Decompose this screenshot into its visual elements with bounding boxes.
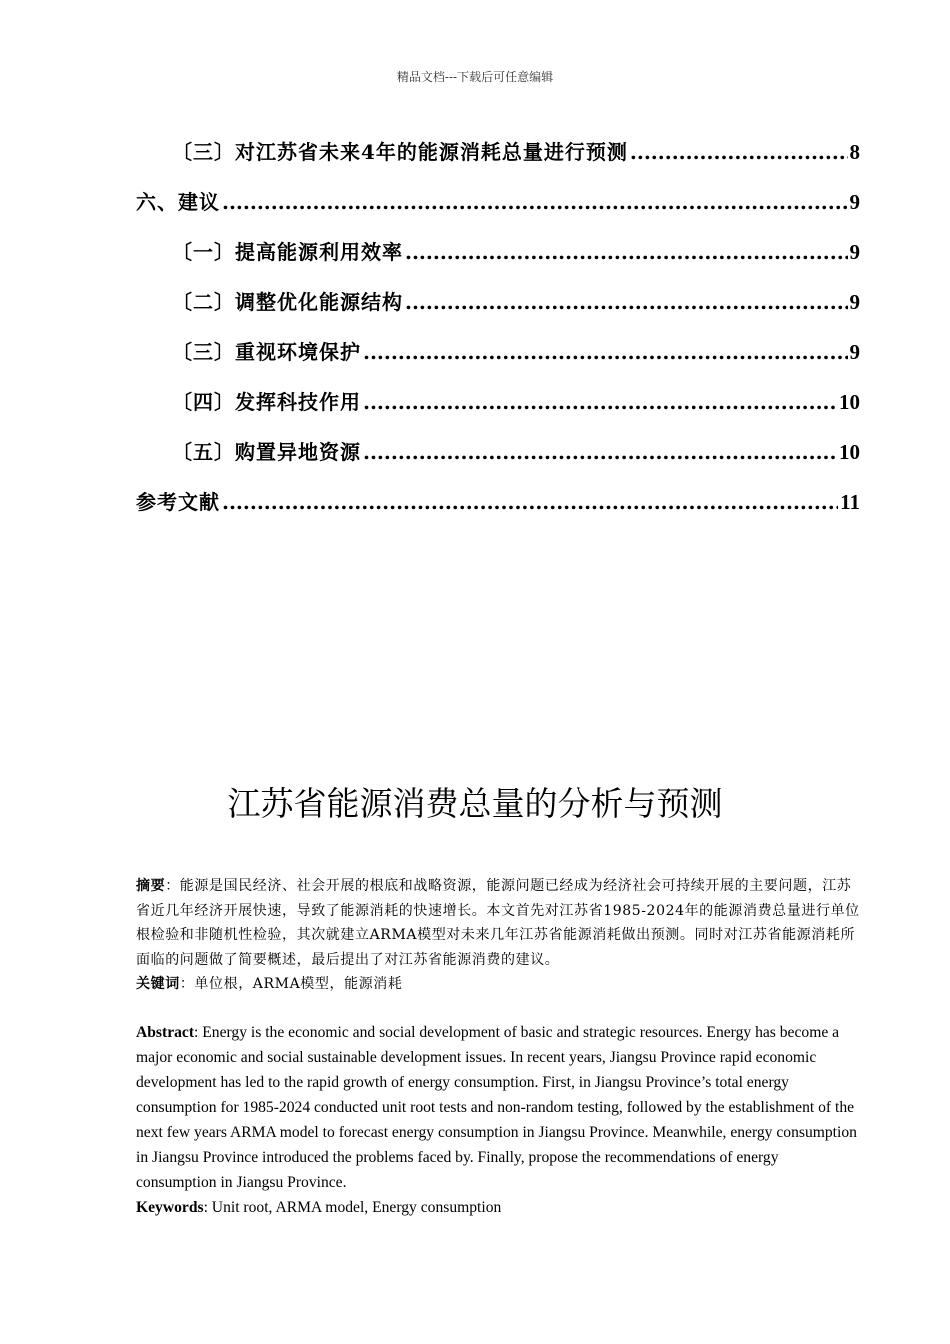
toc-entry[interactable] — [136, 286, 860, 336]
toc-entry-label: 〔五〕购置异地资源 — [172, 440, 361, 464]
toc-entry[interactable] — [136, 436, 860, 486]
toc-page-number: 11 — [840, 490, 860, 514]
toc-entry-label: 六、建议 — [136, 190, 220, 214]
toc-entry-label: 〔三〕重视环境保护 — [172, 340, 361, 364]
chinese-keywords — [136, 972, 860, 997]
toc-leader-dots — [363, 390, 837, 414]
toc-entry[interactable] — [136, 486, 860, 536]
toc-leader-dots — [222, 490, 838, 514]
paper-title: 江苏省能源消费总量的分析与预测 — [227, 784, 723, 823]
chinese-abstract-label: 摘要 — [136, 878, 166, 894]
english-keywords — [136, 1195, 860, 1220]
toc-leader-dots — [363, 340, 848, 364]
toc-page-number: 9 — [849, 190, 860, 214]
english-abstract-text: : Energy is the economic and social development of basic and strategic resources. Energy has become a major economic and social sustainable development issues. In recent years, Jiangsu Province rapid economic development has led to the rapid growth of energy consumption. First, in Jiangsu Province’s total energy consumption for 1985-2024 conducted unit root tests and non-random testing, followed by the establishment of the next few years ARMA model to forecast energy consumption in Jiangsu Province. Meanwhile, energy consumption in Jiangsu Province introduced the problems faced by. Finally, propose the recommendations of energy consumption in Jiangsu Province. — [136, 1024, 857, 1191]
chinese-keywords-text: ：单位根，ARMA模型，能源消耗 — [179, 976, 403, 992]
chinese-abstract-text: ：能源是国民经济、社会开展的根底和战略资源，能源问题已经成为经济社会可持续开展的主要问题，江苏省近几年经济开展快速，导致了能源消耗的快速增长。本文首先对江苏省1985-2024年的能源消费总量进行单位根检验和非随机性检验，其次就建立ARMA模型对未来几年江苏省能源消耗做出预测。同时对江苏省能源消耗所面临的问题做了简要概述，最后提出了对江苏省能源消费的建议。 — [136, 878, 860, 968]
table-of-contents — [136, 136, 860, 536]
toc-leader-dots — [222, 190, 848, 214]
english-abstract — [136, 1020, 860, 1220]
toc-leader-dots — [405, 240, 848, 264]
toc-entry-label: 〔四〕发挥科技作用 — [172, 390, 361, 414]
toc-page-number: 8 — [849, 140, 860, 164]
toc-entry-label: 〔二〕调整优化能源结构 — [172, 290, 403, 314]
header-note: 精品文档---下载后可任意编辑 — [396, 70, 554, 84]
toc-page-number: 9 — [849, 340, 860, 364]
english-abstract-label: Abstract — [136, 1024, 195, 1041]
toc-entry[interactable] — [136, 236, 860, 286]
english-abstract-paragraph — [136, 1020, 860, 1195]
toc-entry-label: 参考文献 — [136, 490, 220, 514]
chinese-abstract-paragraph — [136, 874, 860, 972]
toc-entry-label: 〔三〕对江苏省未来4年的能源消耗总量进行预测 — [172, 140, 628, 164]
chinese-abstract — [136, 874, 860, 997]
toc-page-number: 10 — [839, 440, 860, 464]
toc-leader-dots — [405, 290, 848, 314]
toc-page-number: 9 — [849, 240, 860, 264]
toc-leader-dots — [363, 440, 837, 464]
toc-entry[interactable] — [136, 136, 860, 186]
toc-page-number: 9 — [849, 290, 860, 314]
toc-entry-label: 〔一〕提高能源利用效率 — [172, 240, 403, 264]
chinese-keywords-label: 关键词 — [136, 976, 180, 992]
toc-entry[interactable] — [136, 386, 860, 436]
english-keywords-text: : Unit root, ARMA model, Energy consumption — [203, 1199, 502, 1216]
toc-entry[interactable] — [136, 186, 860, 236]
toc-leader-dots — [630, 140, 848, 164]
toc-entry[interactable] — [136, 336, 860, 386]
english-keywords-label: Keywords — [136, 1199, 204, 1216]
toc-page-number: 10 — [839, 390, 860, 414]
